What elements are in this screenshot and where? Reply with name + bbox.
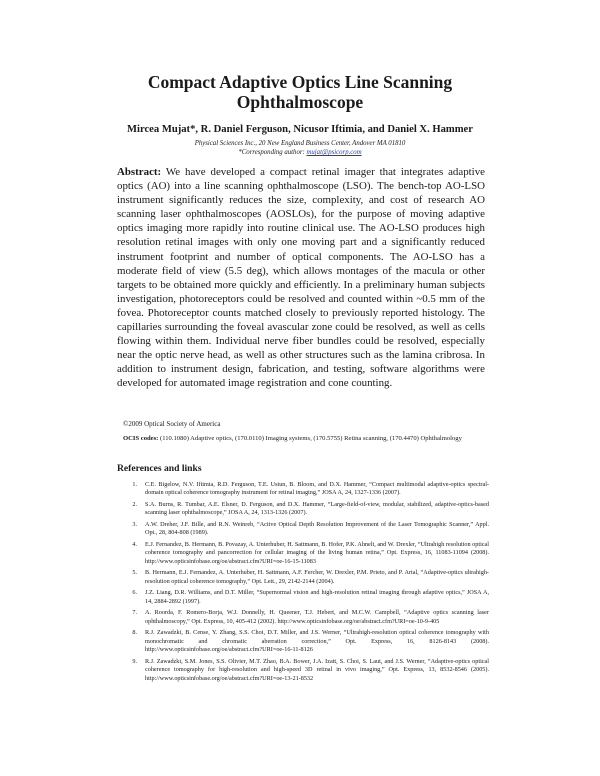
reference-number: 3.: [132, 521, 137, 528]
reference-number: 4.: [132, 541, 137, 548]
reference-item: [117, 481, 489, 498]
reference-item: [117, 609, 489, 626]
reference-text: E.J. Fernandez, B. Hermann, B. Povazay, A. Unterhuber, H. Sattmann, B. Hofer, P.K. Ahnelt, and W. Drexler, “Ultrahigh resolution optical coherence tomography and pancorrection for cellular imaging of the living human retina,” Opt. Express, 16, 11083-11094 (2008). http://www.opticsinfobase.org/oe/abstract.cfm?URI=oe-16-15-11083: [145, 541, 489, 565]
reference-item: [117, 658, 489, 683]
affiliation: [60, 139, 540, 157]
reference-text: A. Roorda, F. Romero-Borja, W.J. Donnelly, H. Queener, T.J. Hebert, and M.C.W. Campbell, “Adaptive optics scanning laser ophthalmoscopy,” Opt. Express, 10, 405-412 (2002). http://www.opticsinfobase.org/oe/abstract.cfm?URI=oe-10-9-405: [145, 609, 489, 625]
corresponding-prefix: *Corresponding author:: [238, 149, 307, 156]
reference-number: 2.: [132, 501, 137, 508]
copyright-notice: ©2009 Optical Society of America: [123, 420, 221, 428]
reference-item: [117, 501, 489, 518]
author-list: Mircea Mujat*, R. Daniel Ferguson, Nicusor Iftimia, and Daniel X. Hammer: [127, 124, 473, 135]
reference-item: [117, 589, 489, 606]
reference-number: 7.: [132, 609, 137, 617]
reference-number: 9.: [132, 657, 137, 665]
reference-number: 6.: [132, 589, 137, 597]
reference-item: [117, 629, 489, 654]
reference-number: 1.: [132, 481, 137, 488]
reference-text: A.W. Dreher, J.F. Bille, and R.N. Weinreb, “Active Optical Depth Resolution Improvement of the Laser Tomographic Scanner,” Appl. Opt., 28, 804-808 (1989).: [145, 521, 489, 537]
author-email-link[interactable]: mujat@psicorp.com: [306, 149, 362, 156]
abstract: [117, 165, 485, 391]
title-line-2: Ophthalmoscope: [236, 92, 364, 112]
corresponding-author: [60, 148, 540, 157]
reference-number: 8.: [132, 629, 137, 637]
ocis-codes: [123, 434, 485, 443]
title-line-1: Compact Adaptive Optics Line Scanning: [147, 72, 453, 92]
reference-text: B. Hermann, E.J. Fernandez, A. Unterhuber, H. Sattmann, A.F. Fercher, W. Drexler, P.M. Prieto, and P. Artal, “Adaptive-optics ultrahigh-resolution optical coherence tomography,” Opt. Lett., 29, 2142-2144 (2004).: [145, 569, 489, 585]
ocis-label: OCIS codes:: [123, 435, 159, 442]
reference-text: R.J. Zawadzki, S.M. Jones, S.S. Olivier, M.T. Zhao, B.A. Bower, J.A. Izatt, S. Choi, S. Laut, and J.S. Werner, “Adaptive-optics optical coherence tomography for high-resolution and high-speed 3D retinal in vivo imaging,” Opt. Express, 13, 8532-8546 (2005). http://www.opticsinfobase.org/oe/abstract.cfm?URI=oe-13-21-8532: [145, 657, 489, 682]
reference-item: [117, 569, 489, 586]
ocis-text: (110.1080) Adaptive optics, (170.0110) Imaging systems, (170.5755) Retina scanning, (170.4470) Ophthalmology: [160, 435, 462, 442]
reference-item: [117, 541, 489, 566]
paper-title: [60, 72, 540, 112]
reference-text: J.Z. Liang, D.R. Williams, and D.T. Miller, “Supernormal vision and high-resolution retinal imaging through adaptive optics,” JOSA A, 14, 2884-2892 (1997).: [145, 589, 489, 605]
abstract-text: We have developed a compact retinal imager that integrates adaptive optics (AO) into a line scanning ophthalmoscope (LSO). The bench-top AO-LSO instrument significantly reduces the size, complexity, and cost of research AO scanning laser ophthalmoscopes (AOSLOs), for the purpose of moving adaptive optics imaging more rapidly into routine clinical use. The AO-LSO produces high resolution retinal images with only one moving part and a significantly reduced instrument footprint and number of optical components. The AO-LSO has a moderate field of view (5.5 deg), which allows montages of the macula or other targets to be obtained more quickly and efficiently. In a preliminary human subjects investigation, photoreceptors could be resolved and counted within ~0.5 mm of the fovea. Photoreceptor counts matched closely to previously reported histology. The capillaries surrounding the foveal avascular zone could be resolved, as well as cells flowing within them. Individual nerve fiber bundles could be resolved, especially near the optic nerve head, as well as other structures such as the lamina cribrosa. In addition to instrument design, fabrication, and testing, software algorithms were developed for automated image registration and cone counting.: [117, 166, 485, 390]
reference-text: S.A. Burns, R. Tumbar, A.E. Elsner, D. Ferguson, and D.X. Hammer, “Large-field-of-view, modular, stabilized, adaptive-optics-based scanning laser ophthalmoscope,” JOSA A, 24, 1313-1326 (2007).: [145, 501, 489, 517]
reference-number: 5.: [132, 569, 137, 577]
reference-text: C.E. Bigelow, N.V. Iftimia, R.D. Ferguson, T.E. Ustun, B. Bloom, and D.X. Hammer, “Compact multimodal adaptive-optics spectral-domain optical coherence tomography instrument for retinal imaging,” JOSA A, 24, 1327-1336 (2007).: [145, 481, 489, 497]
reference-text: R.J. Zawadzki, B. Cense, Y. Zhang, S.S. Choi, D.T. Miller, and J.S. Werner, “Ultrahigh-resolution optical coherence tomography with monochromatic and chromatic aberration correction,” Opt. Express, 16, 8126-8143 (2008). http://www.opticsinfobase.org/oe/abstract.cfm?URI=oe-16-11-8126: [145, 629, 489, 654]
affiliation-address: Physical Sciences Inc., 20 New England Business Center, Andover MA 01810: [194, 140, 406, 147]
reference-item: [117, 521, 489, 538]
references-heading: References and links: [117, 463, 202, 474]
reference-list: [117, 481, 489, 686]
abstract-label: Abstract:: [117, 166, 162, 178]
